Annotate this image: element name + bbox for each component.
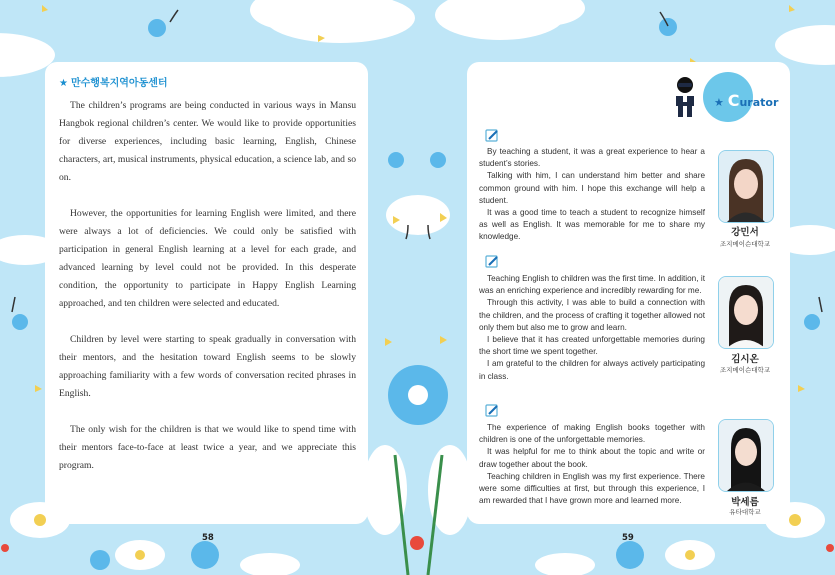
- review-paragraph: By teaching a student, it was a great experience to hear a student’s stories.: [479, 147, 705, 169]
- profile-photo: [718, 419, 774, 492]
- pen-icon: [483, 403, 501, 419]
- review-paragraph: Through this activity, I was able to build a connection with the children, and the process of crafting it together allowed not only them but also me to grow and learn.: [479, 298, 705, 332]
- curator-school: 조지메이슨대학교: [719, 366, 771, 374]
- curator-name: 박세름: [731, 497, 759, 508]
- section-title: [59, 74, 168, 89]
- curator-name: 강민서: [731, 227, 759, 238]
- review-paragraph: It was a good time to teach a student to recognize himself as well as English. It was memorable for me to share my knowledge.: [479, 208, 705, 242]
- body-text: [59, 97, 356, 475]
- curator-figure-icon: [672, 76, 698, 118]
- review-paragraph: Teaching English to children was the first time. In addition, it was an enriching experience and incredibly rewarding for me.: [479, 274, 705, 296]
- paragraph: The only wish for the children is that we would like to spend time with their mentors face-to-face at least twice a year, and we appreciate this program.: [59, 424, 356, 471]
- curator-badge: [714, 91, 778, 110]
- review-1: [479, 146, 705, 244]
- paragraph: The children’s programs are being conducted in various ways in Mansu Hangbok regional children’s center. We would like to provide opportunities for diverse experiences, including basic learning, English, Chinese characters, art, musical instruments, physical education, a science lab, and so on.: [59, 100, 356, 183]
- curator-school: 유타대학교: [729, 508, 761, 516]
- review-paragraph: I believe that it has created unforgettable memories during the short time we spent together.: [479, 335, 705, 357]
- badge-word: urator: [739, 96, 779, 109]
- review-paragraph: The experience of making English books together with children is one of the unforgettable memories.: [479, 423, 705, 445]
- pen-icon: [483, 128, 501, 144]
- paragraph: Children by level were starting to speak gradually in conversation with their mentors, and the hesitation toward English seems to be slowly approaching familiarity with a few words of conversation recited phrases in English.: [59, 334, 356, 399]
- page-number-left: 58: [202, 533, 214, 543]
- curator-school: 조지메이슨대학교: [719, 240, 771, 248]
- star-icon: ★: [59, 78, 68, 89]
- review-2: [479, 273, 705, 383]
- review-paragraph: Talking with him, I can understand him better and share common ground with him. I hope this exchange will help a student.: [479, 171, 705, 205]
- right-page: [467, 62, 790, 524]
- page-number-right: 59: [622, 533, 634, 543]
- avatar: [719, 277, 773, 348]
- center-name: 만수행복지역아동센터: [70, 78, 168, 89]
- review-paragraph: It was helpful for me to think about the topic and write or draw together about the book.: [479, 447, 705, 469]
- profile-photo: [718, 276, 774, 349]
- profile-photo: [718, 150, 774, 223]
- badge-initial: C: [727, 91, 740, 110]
- paragraph: However, the opportunities for learning English were limited, and there were always a lot of deficiencies. We could only be satisfied with participation in general English learning at a level for each grade, and advanced learning by level could not be provided. In this desperate condition, the opportunity to participate in Happy English Learning approached, and ten children were selected and educated.: [59, 208, 356, 309]
- pen-icon: [483, 254, 501, 270]
- curator-name: 김시온: [731, 354, 759, 365]
- review-3: [479, 422, 705, 507]
- review-paragraph: Teaching children in English was my first experience. There were some difficulties at first, but through this experience, I am rewarded that I have grown more and learned more.: [479, 471, 705, 506]
- left-page: [45, 62, 368, 524]
- badge-star: ★: [714, 96, 724, 109]
- avatar: [719, 151, 773, 222]
- review-paragraph: I am grateful to the children for always actively participating in class.: [479, 359, 705, 381]
- avatar: [719, 420, 773, 491]
